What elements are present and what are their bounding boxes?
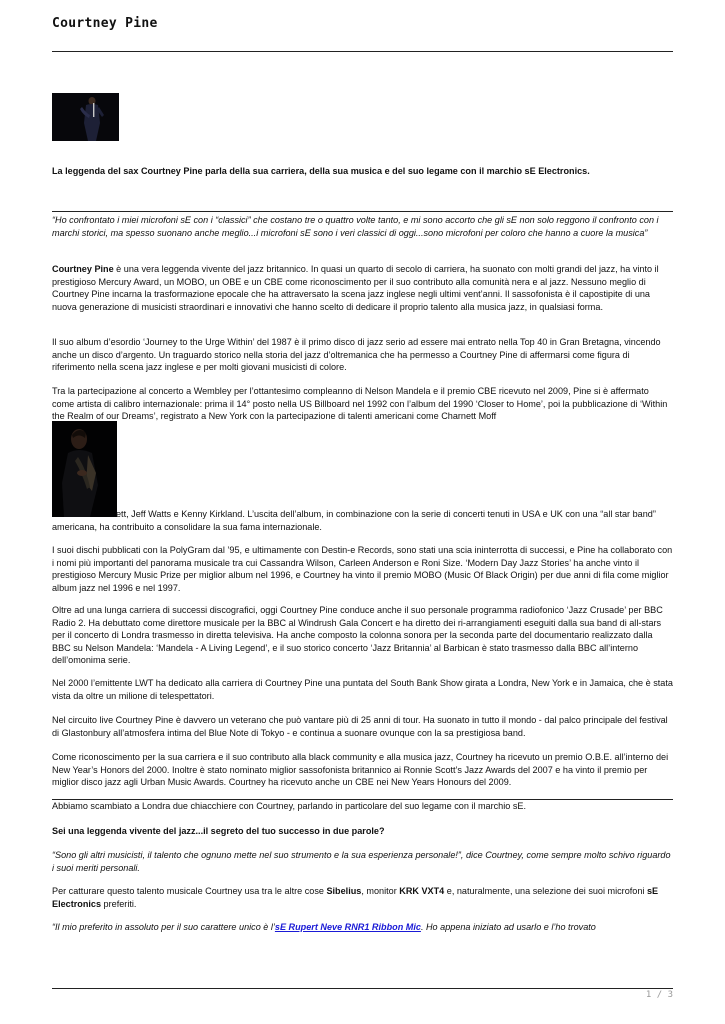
interview-question: Sei una leggenda vivente del jazz...il segreto del tuo successo in due parole? — [52, 826, 385, 836]
paragraph-discography: I suoi dischi pubblicati con la PolyGram dal ’95, e ultimamente con Destin-e Records, sono stati una scia ininterrotta di successi, e Pine ha collaborato con i nomi più importanti del panorama musicale tra cui Cassandra Wilson, Carleen Anderson e Roni Size. ‘Modern Day Jazz Stories’ ha anche vinto il prestigioso Mercury Music Prize per miglior album nel 1996, e Courtney ha vinto il premio MOBO (Music Of Black Origin) per due anni di fila come miglior album jazz nel 1996 e nel 1997. — [52, 545, 673, 593]
gear-text-1: Per catturare questo talento musicale Courtney usa tra le altre cose — [52, 886, 327, 896]
paragraph-gear — [52, 885, 673, 910]
krk-label: KRK VXT4 — [399, 886, 445, 896]
page-title: Courtney Pine — [52, 16, 158, 31]
paragraph-international: Tra la partecipazione al concerto a Wembley per l’ottantesimo compleanno di Nelson Mandela e il premio CBE ricevuto nel 2009, Pine si è affermato come artista di calibro internazionale: prima il 14° posto nella US Billboard nel 1992 con l’album del 1990 ‘Closer to Home’, poi la pubblicazione di ‘Within the Realm of our Dreams’, registrato a New York con la partecipazione di talenti americani come Charnett Moff — [52, 386, 668, 422]
favorite-text-1: “Il mio preferito in assoluto per il suo carattere unico è l’ — [52, 922, 275, 932]
intro-body: è una vera leggenda vivente del jazz britannico. In quasi un quarto di secolo di carriera, ha suonato con molti grandi del jazz, ha vinto il prestigioso Mercury Award, un MOBO, un OBE e un CBE come riconoscimento per il suo contributo alla comunità nera e al jazz. Nessuno meglio di Courtney Pine incarna la trasformazione epocale che ha attraversato la scena jazz inglese negli ultimi vent’anni. Il sassofonista è il capostipite di una nuova generazione di musicisti straordinari e innovativi che hanno scelto di dedicare il proprio talento alla musica jazz, in qualsiasi forma. — [52, 264, 659, 312]
quote-text: “Ho confrontato i miei microfoni sE con i “classici” che costano tre o quattro volte tanto, e mi sono accorto che gli sE non solo reggono il confronto con i marchi storici, ma spesso suonano anche meglio...i microfoni sE sono i veri classici di oggi...sono microfoni per coloro che hanno a cuore la musica” — [52, 215, 659, 238]
footer-rule — [52, 988, 673, 989]
paragraph-favorite-mic — [52, 921, 673, 934]
gear-text-3: e, naturalmente, una selezione dei suoi microfoni — [444, 886, 647, 896]
paragraph-radio-bbc: Oltre ad una lunga carriera di successi discografici, oggi Courtney Pine conduce anche il suo personale programma radiofonico ‘Jazz Crusade’ per BBC Radio 2. Ha debuttato come direttore musicale per la BBC al Windrush Gala Concert e ha diretto dei ri-arrangiamenti eseguiti dalla sua band di all-stars per il concerto di Londra trasmesso in diretta televisiva. Ha anche composto la colonna sonora per la seconda parte del documentario realizzato dalla BBC su Nelson Mandela: ‘Mandela - A Living Legend’, e il suo storico concerto ‘Jazz Britannia’ al Barbican è stato trasmesso dalla BBC all’interno dell’omonima serie. — [52, 605, 663, 666]
paragraph-interview-intro: Abbiamo scambiato a Londra due chiacchiere con Courtney, parlando in particolare del suo legame con il marchio sE. — [52, 801, 526, 811]
page-number: 1 / 3 — [645, 990, 673, 1000]
artist-name: Courtney Pine — [52, 264, 114, 274]
saxophone-photo — [52, 421, 117, 517]
paragraph-international-cont — [52, 508, 673, 533]
intro-paragraph — [52, 263, 673, 313]
paragraph-live: Nel circuito live Courtney Pine è davvero un veterano che può vantare più di 25 anni di tour. Ha suonato in tutto il mondo - dal palco principale del festival di Glastonbury all’atmosfera intima del Blue Note di Tokyo - e continua a suonare ovunque con la sa prestigiosa band. — [52, 715, 668, 738]
quote-rule — [52, 211, 673, 212]
paragraph-south-bank: Nel 2000 l’emittente LWT ha dedicato alla carriera di Courtney Pine una puntata del South Bank Show girata a Londra, New York e in Jamaica, che è stata vista da oltre un milione di telespettatori. — [52, 678, 673, 701]
favorite-text-2: . Ho appena iniziato ad usarlo e l’ho trovato — [420, 922, 596, 932]
se-electronics-label: sE Electronics — [52, 886, 659, 909]
paragraph-awards: Come riconoscimento per la sua carriera e il suo contributo alla black community e alla musica jazz, Courtney ha ricevuto un premio O.B.E. all’interno dei New Year’s Honors del 2000. Inoltre è stato nominato miglior sassofonista britannico ai Ronnie Scott’s Jazz Awards del 2007 e ha vinto il premio per miglior disco jazz agli Urban Music Awards. Courtney ha ricevuto anche un CBE nei New Years Honours del 2009. — [52, 752, 669, 788]
gear-text-2: , monitor — [361, 886, 400, 896]
interview-answer: “Sono gli altri musicisti, il talento che ognuno mette nel suo strumento e la sua esperienza personale!”, dice Courtney, come sempre molto schivo riguardo i suoi meriti personali. — [52, 850, 671, 873]
lead-text: La leggenda del sax Courtney Pine parla della sua carriera, della sua musica e del suo legame con il marchio sE Electronics. — [52, 166, 590, 176]
header-rule — [52, 51, 673, 52]
paragraph-debut-album: Il suo album d’esordio ‘Journey to the Urge Within’ del 1987 è il primo disco di jazz serio ad essere mai entrato nella Top 40 in Gran Bretagna, vincendo anche un disco d’argento. Un traguardo storico nella storia del jazz d’oltremanica che ha permesso a Courtney Pine di affermarsi come figura di riferimento nella scena jazz inglese e per molti giovani musicisti di colore. — [52, 337, 661, 373]
sibelius-label: Sibelius — [326, 886, 362, 896]
gear-text-4: preferiti. — [101, 898, 137, 909]
paragraph-international-cont-text: ett, Jeff Watts e Kenny Kirkland. L’uscita dell’album, in combinazione con la serie di concerti tenuti in USA e UK con una “all star band” americana, ha contribuito a consolidare la sua fama internazionale. — [52, 509, 656, 532]
header-photo — [52, 93, 119, 141]
rnr1-ribbon-mic-link[interactable]: sE Rupert Neve RNR1 Ribbon Mic — [274, 922, 421, 932]
